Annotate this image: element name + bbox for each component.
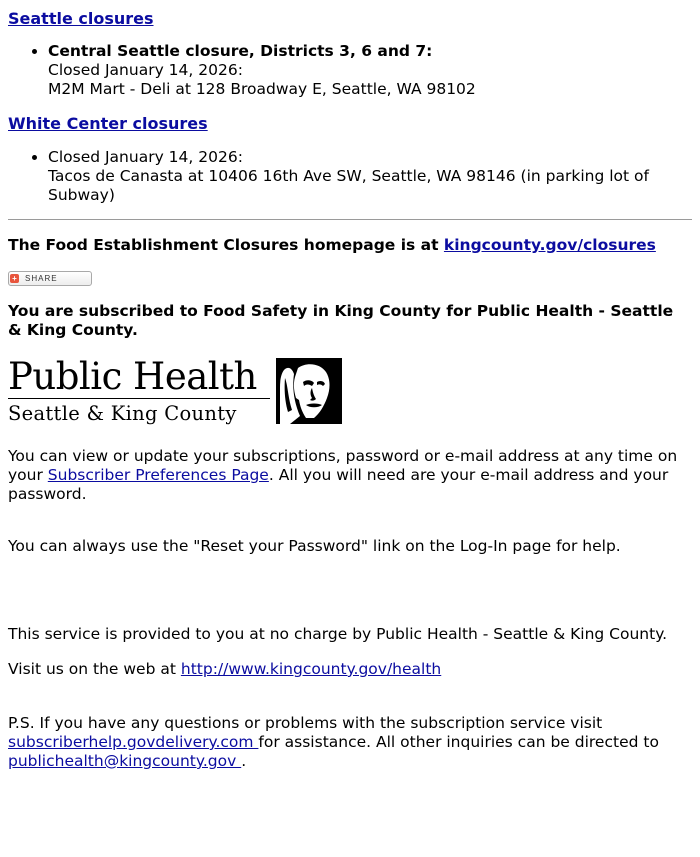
share-button[interactable] [8,271,92,286]
closure-heading: • Central Seattle closure, Districts 3, 6 and 7: [48,42,433,60]
ps-text-middle: for assistance. All other inquiries can be directed to [258,733,659,751]
prefs-text: You can view or update your subscriptions, password or e-mail address at any time on your [8,447,678,484]
closure-date: Closed January 14, 2026: [48,61,243,79]
logo-wordmark [8,355,270,426]
list-item [48,42,692,99]
email-body [0,9,700,771]
service-paragraph: This service is provided to you at no charge by Public Health - Seattle & King County. [8,625,668,643]
subscriber-preferences-link[interactable]: Subscriber Preferences Page [47,466,269,484]
mlk-portrait-icon [276,358,342,424]
visit-paragraph [8,660,692,679]
kingcounty-health-link[interactable]: http://www.kingcounty.gov/health [180,660,442,678]
homepage-text: The Food Establishment Closures homepage is at [8,236,444,254]
closure-detail: M2M Mart - Deli at 128 Broadway E, Seattle, WA 98102 [48,80,476,98]
homepage-line [8,236,692,255]
ps-text: P.S. If you have any questions or problems with the subscription service visit [8,714,603,732]
divider [8,219,692,220]
list-item [48,148,692,205]
ps-text-end: . [241,752,247,770]
closure-date: • Closed January 14, 2026: [48,148,243,166]
seattle-closures-link[interactable]: Seattle closures [8,9,154,28]
reset-password-paragraph: You can always use the "Reset your Password" link on the Log-In page for help. [8,537,621,555]
logo-title: Public Health [8,355,257,398]
closure-detail: Tacos de Canasta at 10406 16th Ave SW, Seattle, WA 98146 (in parking lot of Subway) [48,167,649,204]
logo-rule [8,398,270,399]
prefs-text-end: . All you will need are your e-mail address and your password. [8,466,669,503]
share-label: SHARE [25,274,58,283]
publichealth-email-link[interactable]: publichealth@kingcounty.gov [8,752,242,770]
closures-homepage-link[interactable]: kingcounty.gov/closures [443,236,656,254]
subscription-notice: You are subscribed to Food Safety in King County for Public Health - Seattle & King County. [8,302,674,339]
public-health-logo [8,355,692,426]
white-center-closures-link[interactable]: White Center closures [8,114,208,133]
share-plus-icon: + [10,274,19,283]
white-center-closures-list [8,148,692,205]
logo-subtitle: Seattle & King County [8,402,237,425]
visit-text: Visit us on the web at [8,660,181,678]
preferences-paragraph [8,447,692,504]
seattle-closures-list [8,42,692,99]
subscriberhelp-link[interactable]: subscriberhelp.govdelivery.com [8,733,259,751]
ps-paragraph [8,714,692,771]
